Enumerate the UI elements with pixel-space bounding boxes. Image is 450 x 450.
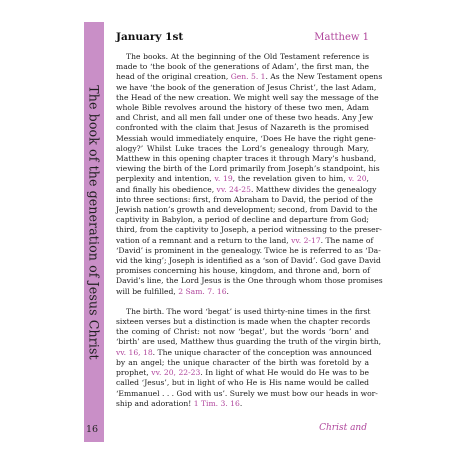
text-run: ‘David’ is prominent in the genealogy. Twice he is referred to as ‘Da- bbox=[116, 245, 381, 255]
text-line bbox=[116, 317, 369, 327]
text-run: ‘Emmanuel . . . God with us’. Surely we must bow our heads in wor- bbox=[116, 388, 378, 398]
text-run: confronted with the claim that Jesus of Nazareth is the promised bbox=[116, 123, 369, 133]
text-run: head of the original creation, bbox=[116, 72, 231, 82]
scripture-reference-link[interactable]: 1 Tim. 3. 16 bbox=[193, 398, 240, 408]
text-line bbox=[116, 225, 382, 235]
text-run: . The unique character of the conception was announced bbox=[152, 347, 372, 357]
text-run: and finally his obedience, bbox=[116, 184, 217, 194]
text-line bbox=[116, 133, 376, 144]
sidebar-title-wrap bbox=[84, 22, 104, 422]
text-run: the coming of Christ: not now ‘begat’, but the words ‘born’ and bbox=[116, 327, 369, 337]
text-run: . The name of bbox=[320, 235, 374, 245]
text-run: vid the king’; Joseph is identified as a ‘son of David’. God gave David bbox=[116, 256, 381, 266]
text-run: The birth. The word ‘begat’ is used thirty-nine times in the first bbox=[126, 306, 371, 316]
text-line bbox=[116, 174, 369, 184]
text-line bbox=[116, 287, 369, 297]
text-line bbox=[116, 184, 377, 195]
text-line bbox=[116, 62, 369, 72]
text-run: ship and adoration! bbox=[116, 398, 194, 408]
page-number: 16 bbox=[86, 424, 99, 435]
scripture-reference-link[interactable]: vv. 16, 18 bbox=[116, 347, 153, 357]
text-line bbox=[116, 337, 381, 347]
text-run: promises concerning his house, kingdom, and throne and, born of bbox=[116, 266, 370, 276]
text-run: , the revelation given to him, bbox=[232, 174, 349, 184]
scripture-reference-link[interactable]: vv. 24-25 bbox=[216, 184, 251, 194]
text-run: David’s line, the Lord Jesus is the One through whom those promises bbox=[116, 276, 383, 286]
body-paragraph bbox=[116, 52, 383, 297]
text-run: Messiah would immediately enquire, ‘Does He have the right gene- bbox=[116, 133, 376, 143]
scripture-reference-link[interactable]: vv. 2-17 bbox=[291, 235, 321, 245]
text-run: will be fulfilled, bbox=[116, 286, 179, 296]
scripture-reference-link[interactable]: v. 20 bbox=[348, 174, 367, 184]
scripture-reference-link[interactable]: 2 Sam. 7. 16 bbox=[178, 286, 227, 296]
text-run: The books. At the beginning of the Old Testament reference is bbox=[126, 52, 369, 61]
text-run: . In light of what He would do He was to be bbox=[200, 368, 369, 378]
text-line bbox=[116, 235, 374, 246]
text-run: into three sections: first, from Abraham to David, the period of the bbox=[116, 194, 373, 204]
text-line bbox=[116, 154, 377, 164]
text-run: . Matthew divides the genealogy bbox=[250, 184, 377, 194]
scripture-reference-link[interactable]: Gen. 5. 1 bbox=[230, 72, 266, 82]
text-line bbox=[116, 368, 369, 378]
text-line bbox=[116, 307, 369, 317]
text-run: viewing the birth of the Lord primarily from Joseph’s standpoint, his bbox=[116, 164, 380, 174]
text-line bbox=[116, 194, 373, 205]
text-run: we have ‘the book of the generation of Jesus Christ’, the last Adam, bbox=[116, 82, 377, 92]
text-line bbox=[116, 103, 369, 113]
scripture-reference-link[interactable]: vv. 20, 22-23 bbox=[151, 368, 201, 378]
text-run: whole Bible revolves around the history of these two men, Adam bbox=[116, 103, 369, 113]
text-line bbox=[116, 82, 377, 93]
text-run: perplexity and intention, bbox=[116, 174, 215, 184]
text-line bbox=[116, 245, 381, 256]
text-run: , bbox=[366, 174, 369, 184]
body-paragraph bbox=[116, 306, 381, 409]
text-run: captivity in Babylon, a period of decline and departure from God; bbox=[116, 215, 369, 225]
text-run: prophet, bbox=[116, 368, 152, 378]
text-line bbox=[116, 256, 381, 266]
text-run: sixteen verses but a distinction is made when the chapter records bbox=[116, 317, 371, 327]
next-page-catchword: Christ and bbox=[319, 423, 367, 433]
text-run: alogy?’ Whilst Luke traces the Lord’s genealogy through Mary, bbox=[116, 143, 369, 153]
text-line bbox=[116, 266, 369, 276]
text-line bbox=[116, 144, 369, 154]
scripture-reference-heading: Matthew 1 bbox=[314, 32, 369, 43]
text-run: . bbox=[226, 286, 229, 296]
text-line bbox=[116, 215, 369, 225]
text-run: . As the New Testament opens bbox=[265, 72, 383, 82]
text-run: made to ‘the book of the generations of Adam’, the first man, the bbox=[116, 62, 369, 72]
text-line bbox=[116, 388, 378, 399]
text-run: vation of a remnant and a return to the land, bbox=[116, 235, 292, 245]
text-run: the Head of the new creation. We might well say the message of the bbox=[116, 92, 379, 102]
text-run: . bbox=[239, 398, 243, 408]
text-line bbox=[116, 92, 379, 103]
text-run: by an angel; the unique character of the birth was foretold by a bbox=[116, 357, 369, 367]
text-line bbox=[116, 378, 369, 388]
sidebar-title: The book of the generation of Jesus Christ bbox=[86, 84, 102, 360]
text-line bbox=[116, 347, 372, 358]
scripture-reference-link[interactable]: v. 19 bbox=[214, 174, 233, 184]
text-line bbox=[116, 164, 380, 174]
text-line bbox=[116, 276, 383, 286]
text-line bbox=[116, 327, 369, 337]
text-line bbox=[116, 123, 369, 133]
text-run: ‘birth’ are used, Matthew thus guarding the truth of the virgin birth, bbox=[116, 337, 381, 347]
text-run: and Christ, and all men fall under one of these two heads. Any Jew bbox=[116, 113, 374, 123]
text-run: third, from the captivity to Joseph, a period witnessing to the preser- bbox=[116, 225, 382, 235]
text-run: called ‘Jesus’, but in light of who He is His name would be called bbox=[116, 378, 369, 388]
text-line bbox=[116, 72, 383, 82]
devotional-body bbox=[116, 52, 383, 419]
text-line bbox=[116, 52, 369, 62]
text-run: Matthew in this opening chapter traces it through Mary’s husband, bbox=[116, 154, 377, 164]
text-line bbox=[116, 205, 378, 215]
text-line bbox=[116, 399, 369, 409]
text-line bbox=[116, 358, 369, 368]
page-date-heading: January 1st bbox=[116, 31, 184, 43]
text-line bbox=[116, 113, 374, 123]
text-run: Jewish nation’s growth and development; second, from David to the bbox=[116, 205, 378, 215]
